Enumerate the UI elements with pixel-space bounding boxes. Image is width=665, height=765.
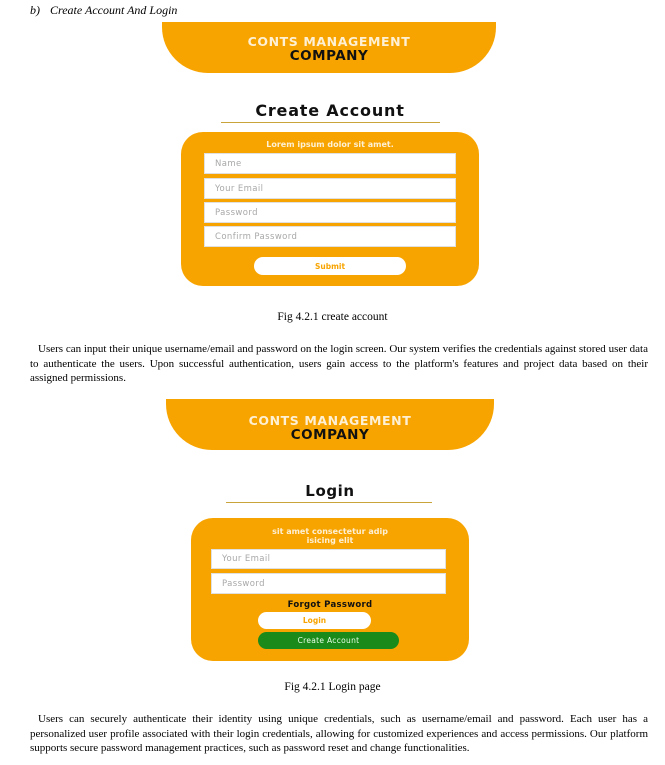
create-banner-company-line2: COMPANY [289,48,369,64]
login-card [191,518,469,661]
section-heading [30,3,177,18]
login-banner [166,399,494,450]
name-field[interactable]: Name [204,153,456,174]
submit-button[interactable]: Submit [254,257,406,275]
create-account-button[interactable]: Create Account [258,632,399,649]
confirm-password-field[interactable]: Confirm Password [204,226,456,247]
email-field[interactable]: Your Email [204,178,456,199]
forgot-password-link[interactable]: Forgot Password [287,600,373,610]
login-banner-company-line1: CONTS MANAGEMENT [248,413,412,428]
login-button[interactable]: Login [258,612,371,629]
login-card-tagline: sit amet consectetur adip isicing elit [272,527,388,545]
paragraph-login-description: Users can input their unique username/email and password on the login screen. Our system verifies the credentials against stored user data to authenticate the users. Upon successful authentication, users gain access to the platform's features and project data based on their assigned permissions. [30,343,648,384]
create-account-title: Create Account [255,101,405,120]
section-title: Create Account And Login [50,3,178,17]
create-account-card [181,132,479,286]
create-card-tagline: Lorem ipsum dolor sit amet. [266,140,394,149]
login-banner-company-line2: COMPANY [290,427,370,443]
paragraph-authentication-description: Users can securely authenticate their identity using unique credentials, such as username/email and password. Each user has a personalized user profile associated with their login credentials, allowing for customized experiences and access permissions. Our platform supports secure password management practices, such as password reset and change functionalities. [30,713,648,754]
login-email-field[interactable]: Your Email [211,549,446,569]
figure-caption-create: Fig 4.2.1 create account [277,311,388,323]
login-password-field[interactable]: Password [211,573,446,594]
create-banner-company-line1: CONTS MANAGEMENT [247,34,411,49]
section-number: b) [30,3,40,17]
password-field[interactable]: Password [204,202,456,223]
figure-caption-login: Fig 4.2.1 Login page [284,681,381,693]
login-title-underline [226,502,432,503]
create-banner [162,22,496,73]
create-title-underline [221,122,440,123]
login-title: Login [305,482,355,500]
